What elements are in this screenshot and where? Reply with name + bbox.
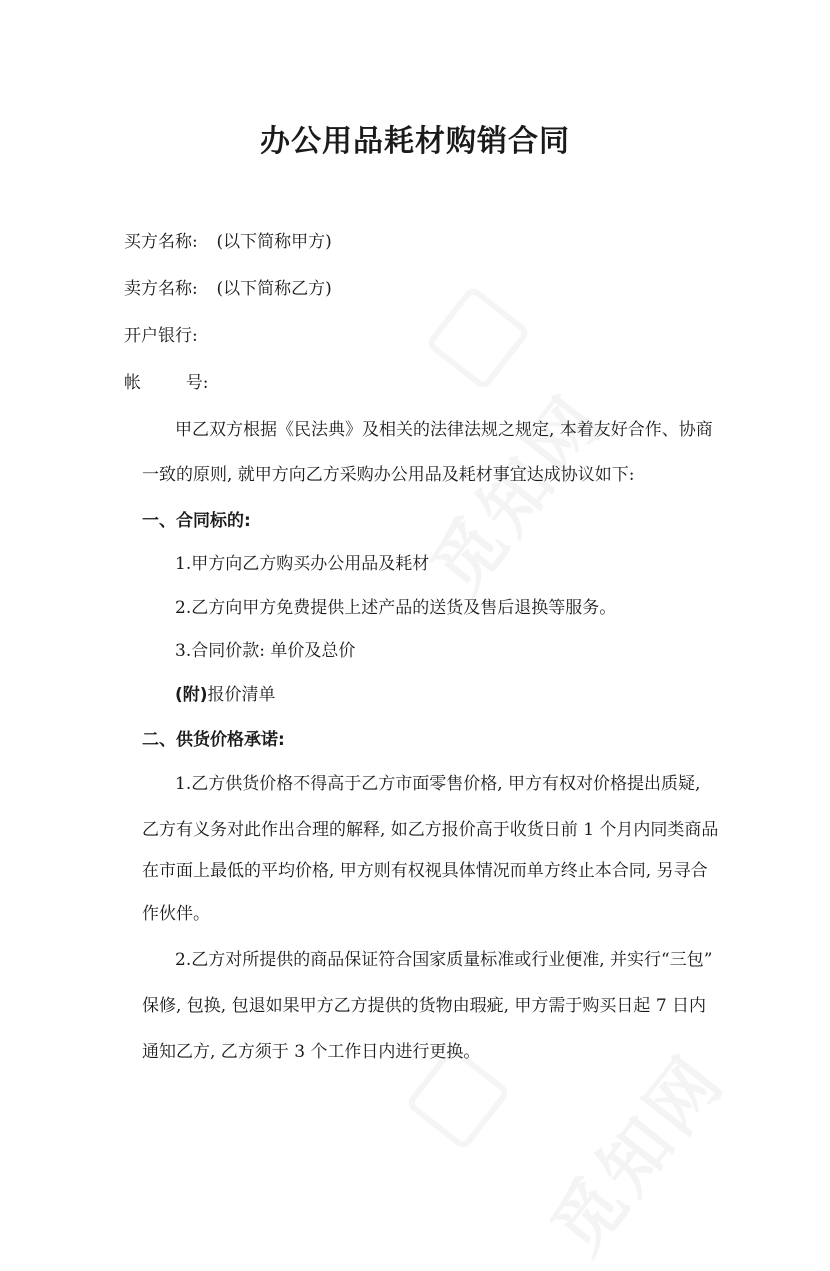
account-label-a: 帐 (124, 373, 141, 393)
buyer-line (124, 230, 332, 254)
seller-note: (以下简称乙方) (216, 279, 332, 299)
attachment-tag: (附) (175, 685, 208, 705)
section1-attachment (175, 683, 276, 707)
watermark-logo (425, 285, 532, 392)
account-label-b: 号: (185, 373, 209, 393)
section2-p2-line-3: 通知乙方, 乙方须于 3 个工作日内进行更换。 (142, 1042, 481, 1062)
section1-item-1: 1.甲方向乙方购买办公用品及耗材 (175, 554, 430, 574)
seller-label: 卖方名称: (124, 279, 198, 299)
section2-p1-line-1: 1.乙方供货价格不得高于乙方市面零售价格, 甲方有权对价格提出质疑, (175, 774, 701, 794)
attachment-text: 报价清单 (207, 685, 276, 705)
watermark-text (404, 370, 624, 612)
intro-line-1: 甲乙双方根据《民法典》及相关的法律法规之规定, 本着友好合作、协商 (175, 420, 713, 440)
document-title: 办公用品耗材购销合同 (260, 124, 570, 159)
bank-label: 开户银行: (124, 326, 198, 346)
account-line (124, 371, 209, 395)
intro-line-2: 一致的原则, 就甲方向乙方采购办公用品及耗材事宜达成协议如下: (142, 465, 635, 485)
section1-item-3: 3.合同价款: 单价及总价 (175, 641, 356, 661)
section2-p1-line-2: 乙方有义务对此作出合理的解释, 如乙方报价高于收货日前 1 个月内同类商品 (142, 820, 719, 840)
buyer-note: (以下简称甲方) (216, 232, 332, 252)
section2-heading: 二、供货价格承诺: (142, 730, 285, 750)
section1-item-2: 2.乙方向甲方免费提供上述产品的送货及售后退换等服务。 (175, 598, 617, 618)
section2-p1-line-3: 在市面上最低的平均价格, 甲方则有权视具体情况而单方终止本合同, 另寻合 (142, 861, 708, 881)
section2-p1-line-4: 作伙伴。 (142, 904, 210, 924)
buyer-label: 买方名称: (124, 232, 198, 252)
section1-heading: 一、合同标的: (142, 511, 251, 531)
seller-line (124, 277, 332, 301)
watermark-text (524, 1030, 744, 1271)
section2-p2-line-2: 保修, 包换, 包退如果甲方乙方提供的货物由瑕疵, 甲方需于购买日起 7 日内 (142, 996, 707, 1016)
section2-p2-line-1: 2.乙方对所提供的商品保证符合国家质量标准或行业便准, 并实行“三包” (175, 950, 713, 970)
